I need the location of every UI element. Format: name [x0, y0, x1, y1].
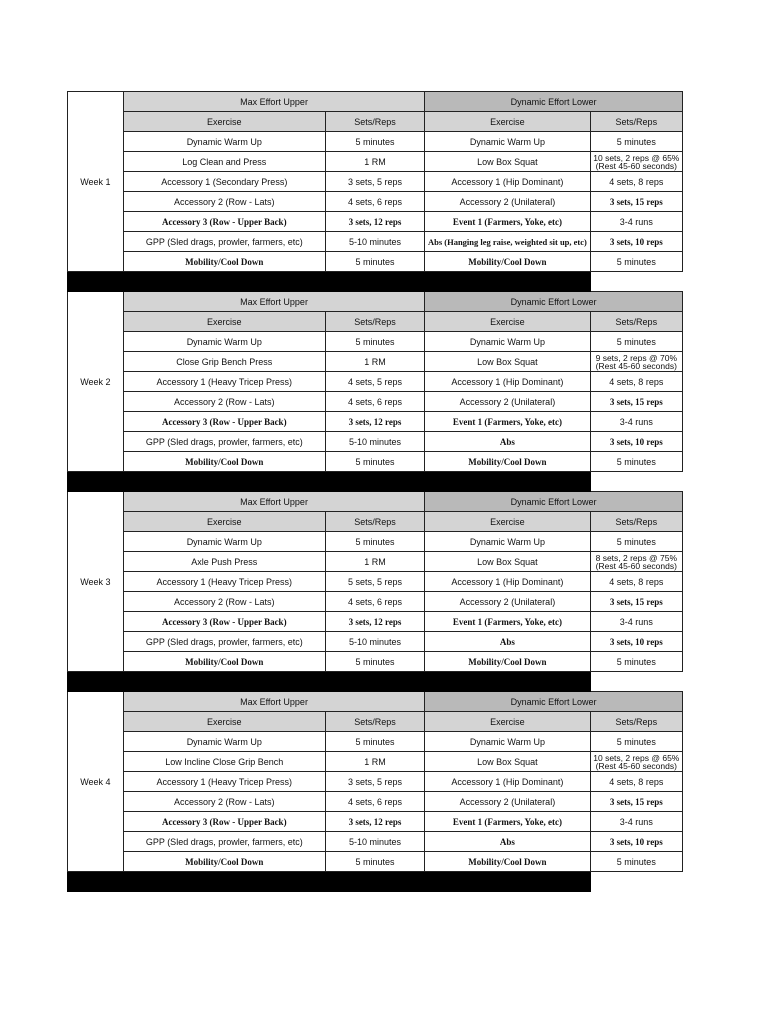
program-table-body: [68, 92, 683, 892]
table-row: [68, 772, 683, 792]
upper-sets-reps-cell: 4 sets, 6 reps: [325, 192, 424, 212]
lower-exercise-cell: Accessory 1 (Hip Dominant): [425, 172, 590, 192]
week-separator: [68, 472, 683, 492]
column-header-row: [68, 512, 683, 532]
upper-exercise-cell: Accessory 3 (Row - Upper Back): [123, 612, 325, 632]
sets-reps-column-header: Sets/Reps: [325, 112, 424, 132]
lower-sets-reps-cell: 4 sets, 8 reps: [590, 172, 682, 192]
lower-sets-reps-cell: 4 sets, 8 reps: [590, 372, 682, 392]
column-header-row: [68, 712, 683, 732]
lower-exercise-cell: Mobility/Cool Down: [425, 852, 590, 872]
separator-bar: [68, 672, 591, 692]
upper-sets-reps-cell: 5 minutes: [325, 532, 424, 552]
upper-sets-reps-cell: 4 sets, 6 reps: [325, 392, 424, 412]
upper-exercise-cell: Dynamic Warm Up: [123, 732, 325, 752]
upper-sets-reps-cell: 3 sets, 12 reps: [325, 812, 424, 832]
lower-exercise-cell: Dynamic Warm Up: [425, 132, 590, 152]
week-header-row: [68, 492, 683, 512]
upper-sets-reps-cell: 1 RM: [325, 352, 424, 372]
lower-exercise-cell: Accessory 2 (Unilateral): [425, 392, 590, 412]
table-row: [68, 752, 683, 772]
lower-exercise-cell: Dynamic Warm Up: [425, 532, 590, 552]
column-header-row: [68, 312, 683, 332]
upper-exercise-cell: Mobility/Cool Down: [123, 652, 325, 672]
upper-exercise-cell: Accessory 3 (Row - Upper Back): [123, 812, 325, 832]
lower-sets-reps-cell: 3-4 runs: [590, 212, 682, 232]
lower-exercise-cell: Low Box Squat: [425, 352, 590, 372]
lower-exercise-cell: Abs (Hanging leg raise, weighted sit up, etc): [425, 232, 590, 252]
upper-sets-reps-cell: 5-10 minutes: [325, 632, 424, 652]
week-header-row: [68, 92, 683, 112]
lower-sets-reps-cell: 5 minutes: [590, 332, 682, 352]
max-effort-upper-header: Max Effort Upper: [123, 692, 424, 712]
exercise-column-header: Exercise: [425, 712, 590, 732]
exercise-column-header: Exercise: [123, 512, 325, 532]
upper-sets-reps-cell: 5-10 minutes: [325, 232, 424, 252]
lower-exercise-cell: Accessory 1 (Hip Dominant): [425, 372, 590, 392]
upper-sets-reps-cell: 3 sets, 12 reps: [325, 212, 424, 232]
lower-sets-reps-cell: 5 minutes: [590, 532, 682, 552]
lower-sets-reps-cell: 3 sets, 10 reps: [590, 432, 682, 452]
lower-sets-reps-cell: 5 minutes: [590, 852, 682, 872]
table-row: [68, 812, 683, 832]
upper-sets-reps-cell: 5-10 minutes: [325, 432, 424, 452]
separator-bar: [68, 272, 591, 292]
table-row: [68, 572, 683, 592]
upper-sets-reps-cell: 5 minutes: [325, 452, 424, 472]
lower-sets-reps-cell: 3 sets, 10 reps: [590, 832, 682, 852]
lower-exercise-cell: Event 1 (Farmers, Yoke, etc): [425, 212, 590, 232]
table-row: [68, 332, 683, 352]
upper-sets-reps-cell: 5 minutes: [325, 732, 424, 752]
upper-exercise-cell: Accessory 1 (Heavy Tricep Press): [123, 772, 325, 792]
dynamic-effort-lower-header: Dynamic Effort Lower: [425, 292, 683, 312]
column-header-row: [68, 112, 683, 132]
table-row: [68, 372, 683, 392]
lower-exercise-cell: Mobility/Cool Down: [425, 452, 590, 472]
upper-exercise-cell: Dynamic Warm Up: [123, 532, 325, 552]
lower-sets-reps-cell: 3 sets, 10 reps: [590, 632, 682, 652]
week-header-row: [68, 292, 683, 312]
table-row: [68, 452, 683, 472]
exercise-column-header: Exercise: [425, 112, 590, 132]
upper-exercise-cell: GPP (Sled drags, prowler, farmers, etc): [123, 232, 325, 252]
lower-sets-reps-cell: 3-4 runs: [590, 412, 682, 432]
training-sheet: [67, 91, 683, 892]
lower-exercise-cell: Abs: [425, 832, 590, 852]
sets-reps-column-header: Sets/Reps: [590, 712, 682, 732]
upper-sets-reps-cell: 5 minutes: [325, 852, 424, 872]
table-row: [68, 152, 683, 172]
week-label: Week 1: [68, 92, 124, 272]
lower-exercise-cell: Accessory 1 (Hip Dominant): [425, 772, 590, 792]
lower-exercise-cell: Mobility/Cool Down: [425, 252, 590, 272]
table-row: [68, 792, 683, 812]
lower-exercise-cell: Low Box Squat: [425, 752, 590, 772]
table-row: [68, 832, 683, 852]
lower-sets-reps-cell: 3 sets, 15 reps: [590, 592, 682, 612]
upper-sets-reps-cell: 4 sets, 6 reps: [325, 592, 424, 612]
exercise-column-header: Exercise: [425, 312, 590, 332]
week-label: Week 4: [68, 692, 124, 872]
upper-sets-reps-cell: 5 sets, 5 reps: [325, 572, 424, 592]
upper-exercise-cell: Close Grip Bench Press: [123, 352, 325, 372]
lower-exercise-cell: Accessory 2 (Unilateral): [425, 792, 590, 812]
week-label: Week 2: [68, 292, 124, 472]
upper-exercise-cell: Accessory 2 (Row - Lats): [123, 592, 325, 612]
upper-exercise-cell: Accessory 2 (Row - Lats): [123, 792, 325, 812]
program-table: [67, 91, 683, 892]
table-row: [68, 252, 683, 272]
week-header-row: [68, 692, 683, 712]
dynamic-effort-lower-header: Dynamic Effort Lower: [425, 492, 683, 512]
upper-exercise-cell: Mobility/Cool Down: [123, 852, 325, 872]
lower-exercise-cell: Abs: [425, 632, 590, 652]
lower-sets-reps-cell: 5 minutes: [590, 732, 682, 752]
lower-sets-reps-cell: 3 sets, 15 reps: [590, 792, 682, 812]
upper-sets-reps-cell: 3 sets, 12 reps: [325, 412, 424, 432]
lower-exercise-cell: Low Box Squat: [425, 552, 590, 572]
separator-bar: [68, 872, 591, 892]
lower-exercise-cell: Accessory 2 (Unilateral): [425, 592, 590, 612]
table-row: [68, 432, 683, 452]
upper-exercise-cell: Accessory 1 (Secondary Press): [123, 172, 325, 192]
upper-exercise-cell: Accessory 3 (Row - Upper Back): [123, 212, 325, 232]
upper-sets-reps-cell: 3 sets, 12 reps: [325, 612, 424, 632]
upper-exercise-cell: Mobility/Cool Down: [123, 252, 325, 272]
upper-sets-reps-cell: 5 minutes: [325, 132, 424, 152]
table-row: [68, 392, 683, 412]
table-row: [68, 612, 683, 632]
table-row: [68, 732, 683, 752]
upper-sets-reps-cell: 4 sets, 5 reps: [325, 372, 424, 392]
table-row: [68, 352, 683, 372]
upper-exercise-cell: Accessory 3 (Row - Upper Back): [123, 412, 325, 432]
upper-sets-reps-cell: 5-10 minutes: [325, 832, 424, 852]
upper-sets-reps-cell: 5 minutes: [325, 652, 424, 672]
week-separator: [68, 872, 683, 892]
upper-sets-reps-cell: 5 minutes: [325, 252, 424, 272]
upper-exercise-cell: GPP (Sled drags, prowler, farmers, etc): [123, 632, 325, 652]
upper-sets-reps-cell: 1 RM: [325, 152, 424, 172]
lower-sets-reps-cell: 5 minutes: [590, 132, 682, 152]
lower-sets-reps-cell: 10 sets, 2 reps @ 65% (Rest 45-60 seconds): [590, 752, 682, 772]
exercise-column-header: Exercise: [123, 112, 325, 132]
lower-sets-reps-cell: 10 sets, 2 reps @ 65% (Rest 45-60 seconds): [590, 152, 682, 172]
sets-reps-column-header: Sets/Reps: [590, 312, 682, 332]
exercise-column-header: Exercise: [123, 312, 325, 332]
table-row: [68, 532, 683, 552]
upper-exercise-cell: Dynamic Warm Up: [123, 132, 325, 152]
sets-reps-column-header: Sets/Reps: [590, 512, 682, 532]
lower-exercise-cell: Accessory 2 (Unilateral): [425, 192, 590, 212]
table-row: [68, 852, 683, 872]
dynamic-effort-lower-header: Dynamic Effort Lower: [425, 692, 683, 712]
upper-exercise-cell: Dynamic Warm Up: [123, 332, 325, 352]
upper-exercise-cell: Accessory 2 (Row - Lats): [123, 392, 325, 412]
table-row: [68, 652, 683, 672]
table-row: [68, 412, 683, 432]
lower-exercise-cell: Event 1 (Farmers, Yoke, etc): [425, 612, 590, 632]
lower-sets-reps-cell: 3 sets, 15 reps: [590, 392, 682, 412]
upper-exercise-cell: Axle Push Press: [123, 552, 325, 572]
lower-sets-reps-cell: 4 sets, 8 reps: [590, 572, 682, 592]
lower-sets-reps-cell: 9 sets, 2 reps @ 70% (Rest 45-60 seconds): [590, 352, 682, 372]
table-row: [68, 212, 683, 232]
lower-exercise-cell: Dynamic Warm Up: [425, 732, 590, 752]
upper-exercise-cell: Accessory 1 (Heavy Tricep Press): [123, 372, 325, 392]
lower-sets-reps-cell: 3 sets, 10 reps: [590, 232, 682, 252]
table-row: [68, 192, 683, 212]
upper-exercise-cell: Mobility/Cool Down: [123, 452, 325, 472]
upper-sets-reps-cell: 3 sets, 5 reps: [325, 772, 424, 792]
table-row: [68, 632, 683, 652]
week-label: Week 3: [68, 492, 124, 672]
exercise-column-header: Exercise: [123, 712, 325, 732]
week-separator: [68, 672, 683, 692]
table-row: [68, 172, 683, 192]
lower-sets-reps-cell: 8 sets, 2 reps @ 75% (Rest 45-60 seconds): [590, 552, 682, 572]
exercise-column-header: Exercise: [425, 512, 590, 532]
table-row: [68, 592, 683, 612]
upper-exercise-cell: Low Incline Close Grip Bench: [123, 752, 325, 772]
sets-reps-column-header: Sets/Reps: [590, 112, 682, 132]
lower-sets-reps-cell: 3-4 runs: [590, 612, 682, 632]
sets-reps-column-header: Sets/Reps: [325, 712, 424, 732]
lower-exercise-cell: Event 1 (Farmers, Yoke, etc): [425, 812, 590, 832]
lower-sets-reps-cell: 5 minutes: [590, 252, 682, 272]
upper-sets-reps-cell: 5 minutes: [325, 332, 424, 352]
lower-exercise-cell: Accessory 1 (Hip Dominant): [425, 572, 590, 592]
upper-exercise-cell: Log Clean and Press: [123, 152, 325, 172]
lower-exercise-cell: Dynamic Warm Up: [425, 332, 590, 352]
max-effort-upper-header: Max Effort Upper: [123, 492, 424, 512]
sets-reps-column-header: Sets/Reps: [325, 312, 424, 332]
lower-exercise-cell: Mobility/Cool Down: [425, 652, 590, 672]
upper-sets-reps-cell: 3 sets, 5 reps: [325, 172, 424, 192]
table-row: [68, 232, 683, 252]
dynamic-effort-lower-header: Dynamic Effort Lower: [425, 92, 683, 112]
upper-sets-reps-cell: 4 sets, 6 reps: [325, 792, 424, 812]
sets-reps-column-header: Sets/Reps: [325, 512, 424, 532]
upper-exercise-cell: Accessory 1 (Heavy Tricep Press): [123, 572, 325, 592]
upper-sets-reps-cell: 1 RM: [325, 752, 424, 772]
lower-sets-reps-cell: 4 sets, 8 reps: [590, 772, 682, 792]
lower-exercise-cell: Abs: [425, 432, 590, 452]
week-separator: [68, 272, 683, 292]
upper-sets-reps-cell: 1 RM: [325, 552, 424, 572]
upper-exercise-cell: GPP (Sled drags, prowler, farmers, etc): [123, 432, 325, 452]
table-row: [68, 132, 683, 152]
lower-exercise-cell: Event 1 (Farmers, Yoke, etc): [425, 412, 590, 432]
upper-exercise-cell: GPP (Sled drags, prowler, farmers, etc): [123, 832, 325, 852]
table-row: [68, 552, 683, 572]
lower-exercise-cell: Low Box Squat: [425, 152, 590, 172]
upper-exercise-cell: Accessory 2 (Row - Lats): [123, 192, 325, 212]
lower-sets-reps-cell: 3 sets, 15 reps: [590, 192, 682, 212]
separator-bar: [68, 472, 591, 492]
max-effort-upper-header: Max Effort Upper: [123, 92, 424, 112]
lower-sets-reps-cell: 5 minutes: [590, 652, 682, 672]
lower-sets-reps-cell: 5 minutes: [590, 452, 682, 472]
lower-sets-reps-cell: 3-4 runs: [590, 812, 682, 832]
max-effort-upper-header: Max Effort Upper: [123, 292, 424, 312]
